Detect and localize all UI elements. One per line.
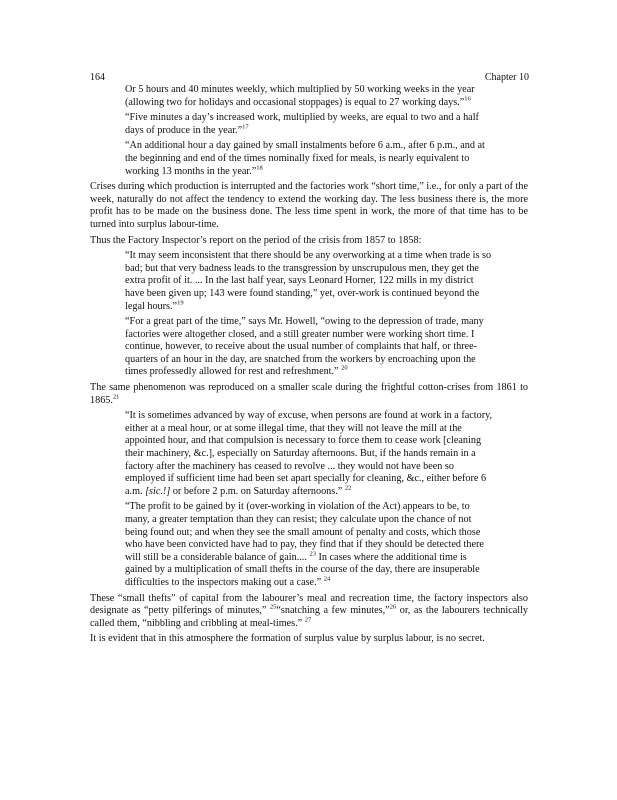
page-body bbox=[90, 84, 528, 649]
text-run: The same phenomenon was reproduced on a smaller scale during the frightful cotton-crises from 1861 to 1865. bbox=[90, 382, 528, 406]
text-run: It is evident that in this atmosphere the formation of surplus value by surplus labour, is no secret. bbox=[90, 633, 485, 645]
text-run: or, as the labourers technically called them, “nibbling and cribbling at meal-times.” bbox=[90, 605, 528, 629]
text-run: “It may seem inconsistent that there should be any overworking at a time when trade is so bad; but that very badness leads to the transgression by unscrupulous men, they get the extra profit of it. ... In the last half year, says Leonard Horner, 122 mills in my district have been given up; 143 were found standing,” yet, over-work is continued beyond the legal hours.” bbox=[125, 250, 492, 312]
page-number: 164 bbox=[90, 72, 105, 83]
body-paragraph bbox=[90, 181, 528, 231]
body-paragraph bbox=[90, 633, 528, 646]
text-run: “The profit to be gained by it (over-working in violation of the Act) appears to be, to many, a greater temptation than they can resist; they calculate upon the chance of not being found out; and when they see the small amount of penalty and costs, which those who have been convicted have had to pay, they find that if they should be detected there will still be a considerable balance of gain.... bbox=[125, 501, 484, 563]
body-paragraph bbox=[90, 235, 528, 248]
footnote-marker: 21 bbox=[112, 393, 120, 401]
text-run: Or 5 hours and 40 minutes weekly, which multiplied by 50 working weeks in the year (allowing two for holidays and occasional stoppages) is equal to 27 working days.” bbox=[125, 84, 475, 108]
footnote-marker: 18 bbox=[256, 164, 263, 172]
footnote-marker: 22 bbox=[344, 484, 352, 492]
footnote-marker: 17 bbox=[242, 123, 249, 131]
text-run: These “small thefts” of capital from the labourer’s meal and recreation time, the factory inspectors also designate as “petty pilferings of minutes,” bbox=[90, 592, 528, 617]
text-run: or before 2 p.m. on Saturday afternoons.” bbox=[170, 485, 345, 497]
footnote-marker: 27 bbox=[304, 616, 312, 624]
text-run: “snatching a few minutes,” bbox=[276, 605, 390, 617]
text-run: “Five minutes a day’s increased work, multiplied by weeks, are equal to two and a half days of produce in the year.” bbox=[125, 112, 479, 136]
italic-text: [sic.!] bbox=[145, 485, 171, 497]
body-paragraph bbox=[90, 593, 528, 631]
text-run: Thus the Factory Inspector’s report on the period of the crisis from 1857 to 1858: bbox=[90, 234, 422, 246]
footnote-marker: 16 bbox=[464, 95, 471, 103]
footnote-marker: 25 bbox=[269, 603, 277, 611]
body-paragraph bbox=[90, 382, 528, 407]
block-quote bbox=[125, 501, 495, 589]
footnote-marker: 26 bbox=[389, 603, 397, 611]
block-quote bbox=[125, 112, 495, 137]
block-quote bbox=[125, 84, 495, 109]
footnote-marker: 20 bbox=[341, 365, 348, 373]
chapter-heading: Chapter 10 bbox=[484, 72, 529, 83]
text-run: In cases where the additional time is gained by a multiplication of small thefts in the course of the day, there are insuperable difficulties to the inspectors making out a case.” bbox=[125, 551, 480, 588]
footnote-marker: 24 bbox=[323, 575, 331, 583]
text-run: Crises during which production is interrupted and the factories work “short time,” i.e., for only a part of the week, naturally do not affect the tendency to extend the working day. The less business there is, the more profit has to be made on the business done. The less time spent in work, the more of that time has to be turned into surplus labour-time. bbox=[90, 181, 528, 230]
footnote-marker: 19 bbox=[177, 299, 184, 307]
text-run: “It is sometimes advanced by way of excuse, when persons are found at work in a factory, either at a meal hour, or at some illegal time, that they will not leave the mill at the appointed hour, and that compulsion is necessary to force them to cease work [cleaning their machinery, &c.], especially on Saturday afternoons. But, if the hands remain in a factory after the machinery has ceased to revolve ... they would not have been so employed if sufficient time had been set apart specially for cleaning, &c., either before 6 a.m. bbox=[125, 410, 493, 497]
text-run: “For a great part of the time,” says Mr. Howell, “owing to the depression of trade, many factories were altogether closed, and a still greater number were working short time. I continue, however, to receive about the usual number of complaints that half, or three-quarters of an hour in the day, are snatched from the workers by encroaching upon the times professedly allowed for rest and refreshment.” bbox=[125, 316, 484, 378]
block-quote bbox=[125, 140, 495, 178]
text-run: “An additional hour a day gained by small instalments before 6 a.m., after 6 p.m., and at the beginning and end of the times nominally fixed for meals, is nearly equivalent to working 13 months in the year.” bbox=[125, 140, 485, 177]
block-quote bbox=[125, 250, 495, 313]
footnote-marker: 23 bbox=[309, 550, 316, 558]
block-quote bbox=[125, 410, 495, 498]
block-quote bbox=[125, 316, 495, 379]
